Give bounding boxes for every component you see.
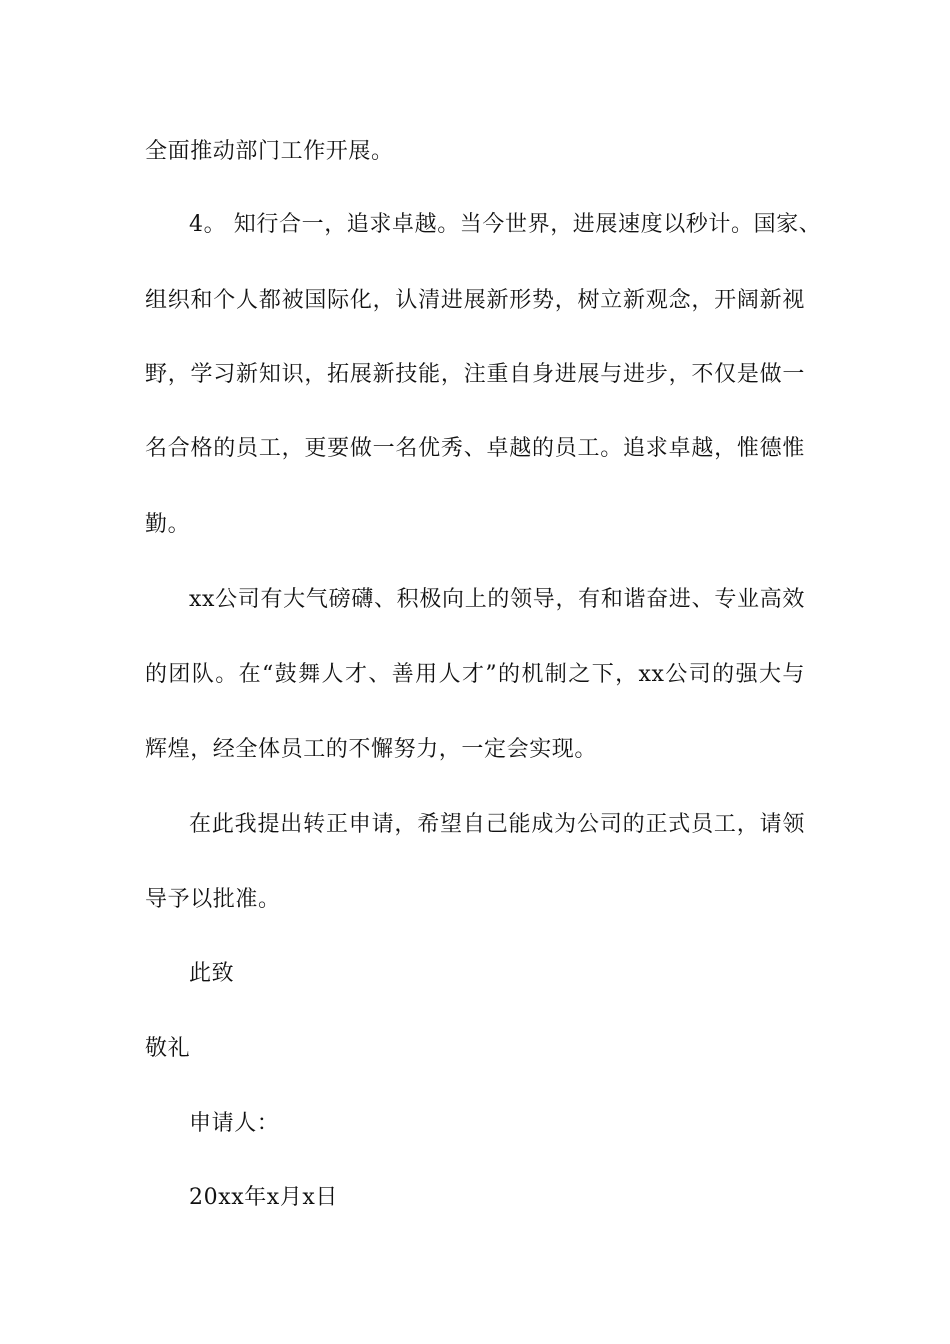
paragraph-line: 4。 知行合一，追求卓越。当今世界，进展速度以秒计。国家、 <box>189 212 822 237</box>
applicant-label: 申请人： <box>189 1111 280 1136</box>
paragraph-line: xx公司有大气磅礴、积极向上的领导，有和谐奋进、专业高效 <box>189 587 805 612</box>
closing-line: 此致 <box>189 961 235 986</box>
salutation-line: 敬礼 <box>145 1036 191 1061</box>
date-line: 20xx年x月x日 <box>189 1185 339 1210</box>
paragraph-line: 名合格的员工，更要做一名优秀、卓越的员工。追求卓越，惟德惟 <box>145 436 805 461</box>
paragraph-line: 勤。 <box>145 512 191 537</box>
paragraph-line: 辉煌，经全体员工的不懈努力，一定会实现。 <box>145 737 598 762</box>
paragraph-line: 导予以批准。 <box>145 887 281 912</box>
paragraph-line: 野，学习新知识，拓展新技能，注重自身进展与进步，不仅是做一 <box>145 362 805 387</box>
paragraph-line: 组织和个人都被国际化，认清进展新形势，树立新观念，开阔新视 <box>145 288 805 313</box>
paragraph-line: 的团队。在“鼓舞人才、善用人才”的机制之下，xx公司的强大与 <box>145 662 805 687</box>
paragraph-line: 在此我提出转正申请，希望自己能成为公司的正式员工，请领 <box>189 812 805 837</box>
paragraph-line: 全面推动部门工作开展。 <box>145 139 394 164</box>
